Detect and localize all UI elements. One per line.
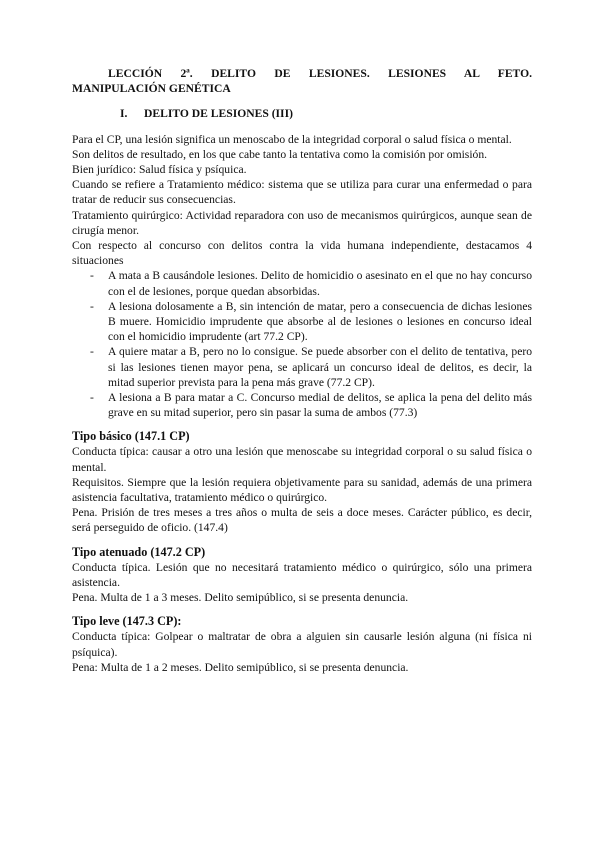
tipo-basico-paragraph: Pena. Prisión de tres meses a tres años o multa de seis a doce meses. Carácter público, es decir, será perseguido de oficio. (147.4) [72, 506, 532, 535]
tipo-basico-paragraph: Conducta típica: causar a otro una lesión que menoscabe su integridad corporal o su salud física o mental. [72, 445, 532, 474]
intro-paragraph: Cuando se refiere a Tratamiento médico: sistema que se utiliza para curar una enfermedad o para tratar de reducir sus consecuencias. [72, 178, 532, 207]
list-marker: - [90, 269, 94, 283]
list-item-text: A lesiona a B para matar a C. Concurso medial de delitos, se aplica la pena del delito más grave en su mitad superior, pero sin pasar la suma de ambos (77.3) [108, 391, 532, 420]
list-item-text: A lesiona dolosamente a B, sin intención de matar, pero a consecuencia de dichas lesiones B muere. Homicidio imprudente que absorbe al de lesiones o lesiones en concurso ideal con el homicidio imprudente (art 77.2 CP). [108, 299, 532, 344]
intro-paragraph: Con respecto al concurso con delitos contra la vida humana independiente, destacamos 4 situaciones [72, 239, 532, 268]
list-item-text: A quiere matar a B, pero no lo consigue. Se puede absorber con el delito de tentativa, pero si las lesiones tienen mayor pena, se aplicará un concurso ideal de delitos, es decir, la mitad superior prevista para la pena más grave (77.2 CP). [108, 345, 532, 389]
tipo-basico-heading: Tipo básico (147.1 CP) [72, 429, 190, 444]
tipo-leve-heading: Tipo leve (147.3 CP): [72, 614, 182, 629]
section-number: I. [120, 107, 128, 121]
lesson-title: LECCIÓN 2ª. DELITO DE LESIONES. LESIONES AL FETO. [108, 67, 532, 80]
list-item [90, 268, 532, 298]
tipo-leve-paragraph: Conducta típica: Golpear o maltratar de obra a alguien sin causarle lesión alguna (ni física ni psíquica). [72, 630, 532, 659]
document-content [72, 66, 532, 675]
tipo-basico-paragraph: Requisitos. Siempre que la lesión requiera objetivamente para su sanidad, además de una primera asistencia facultativa, tratamiento médico o quirúrgico. [72, 475, 532, 505]
intro-paragraph: Tratamiento quirúrgico: Actividad reparadora con uso de mecanismos quirúrgicos, aunque sean de cirugía menor. [72, 208, 532, 237]
section-heading [72, 106, 532, 121]
list-item-text: A mata a B causándole lesiones. Delito de homicidio o asesinato en el que no hay concurso con el de lesiones, porque quedan absorbidas. [108, 269, 532, 298]
intro-paragraph: Para el CP, una lesión significa un menoscabo de la integridad corporal o salud física o mental. [72, 132, 512, 146]
list-item [90, 299, 532, 345]
list-item [90, 390, 532, 420]
tipo-atenuado-paragraph: Conducta típica. Lesión que no necesitará tratamiento médico o quirúrgico, sólo una primera asistencia. [72, 560, 532, 589]
list-marker: - [90, 299, 94, 313]
tipo-atenuado-paragraph: Pena. Multa de 1 a 3 meses. Delito semipúblico, si se presenta denuncia. [72, 591, 409, 605]
section-title: DELITO DE LESIONES (III) [144, 107, 293, 121]
list-item [90, 344, 532, 390]
lesson-subtitle: MANIPULACIÓN GENÉTICA [72, 82, 231, 96]
list-marker: - [90, 391, 94, 405]
tipo-atenuado-heading: Tipo atenuado (147.2 CP) [72, 544, 206, 559]
list-marker: - [90, 345, 94, 359]
situations-list [72, 268, 532, 420]
intro-paragraph: Bien jurídico: Salud física y psíquica. [72, 163, 247, 177]
tipo-leve-paragraph: Pena: Multa de 1 a 2 meses. Delito semipúblico, si se presenta denuncia. [72, 660, 409, 674]
intro-paragraph: Son delitos de resultado, en los que cabe tanto la tentativa como la comisión por omisión. [72, 147, 488, 161]
